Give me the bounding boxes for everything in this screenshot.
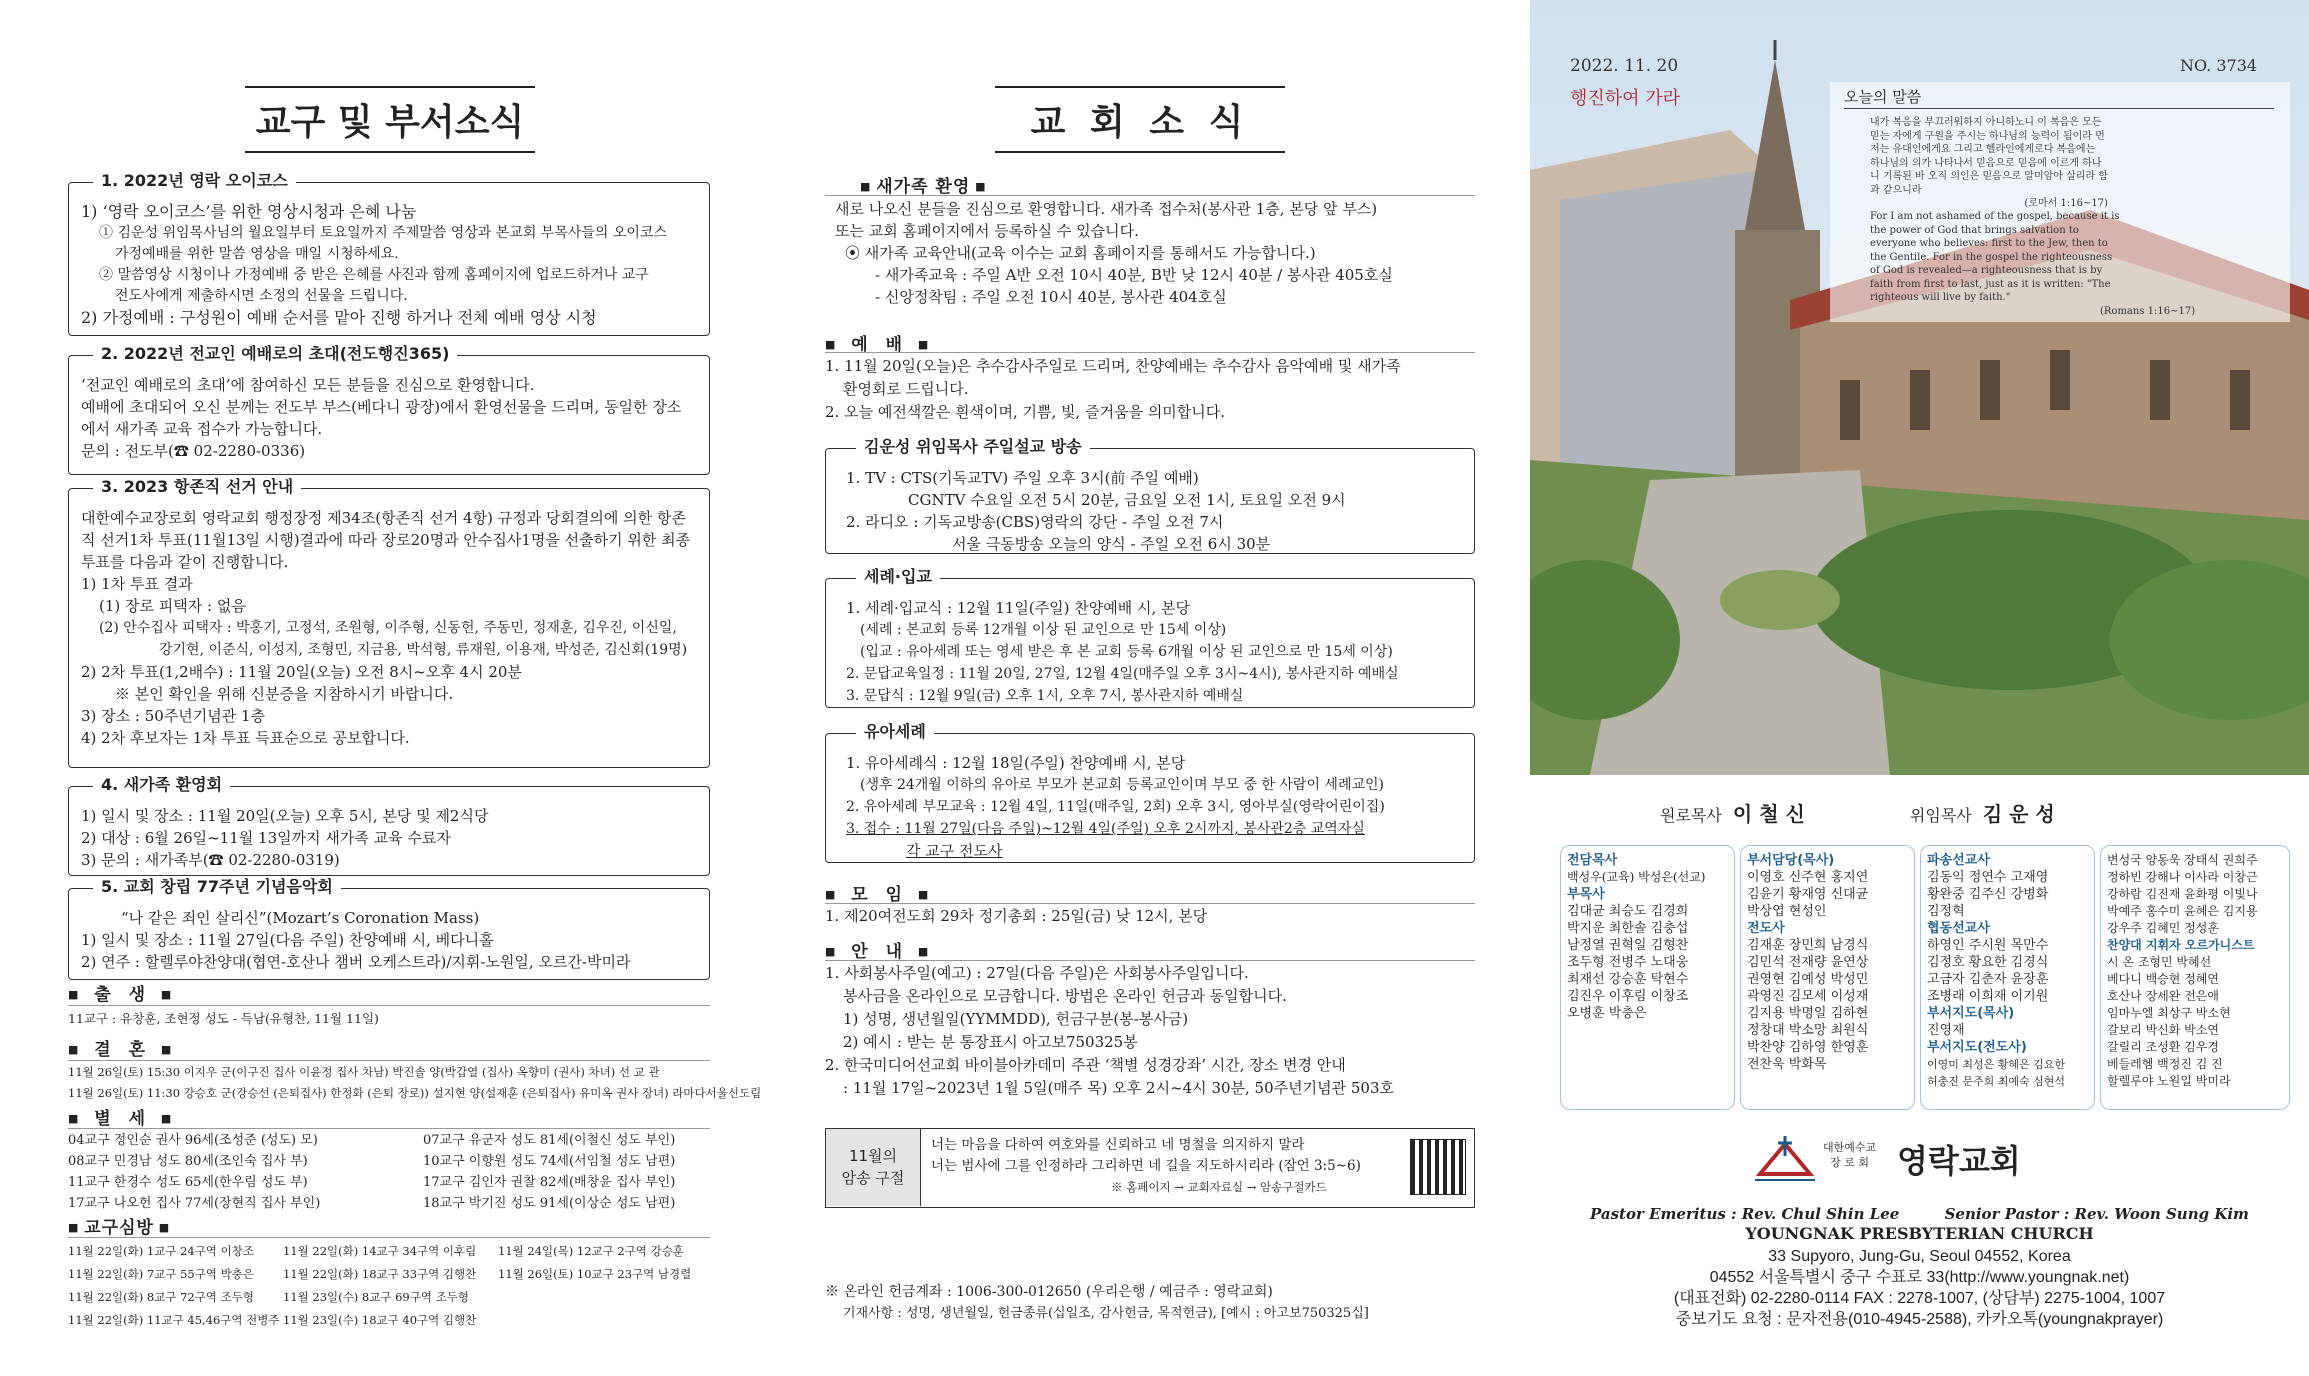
wedding-heading: ■ 결 혼 ■ — [68, 1035, 177, 1060]
text-line: ※ 홈페이지 → 교회자료실 → 암송구절카드 — [1111, 1180, 1327, 1194]
text-line: 강기현, 이준식, 이성지, 조형민, 지금용, 박석형, 류재원, 이용재, 박성준, 김신회(19명) — [159, 642, 688, 658]
section-heading: 2. 2022년 전교인 예배로의 초대(전도행진365) — [93, 343, 457, 365]
text-line: of God is revealed—a righteousness that is by — [1870, 265, 2103, 276]
logo-denomination — [1823, 1140, 1876, 1170]
text-line: faith from first to last, just as it is written: "The — [1870, 278, 2111, 290]
text-line: 1) ‘영락 오이코스’를 위한 영상시청과 은혜 나눔 — [81, 202, 417, 221]
address-line: 33 Supyoro, Jung-Gu, Seoul 04552, Korea — [1768, 1248, 2071, 1265]
divider — [825, 195, 1475, 196]
label-line: 암송 구절 — [841, 1169, 905, 1187]
emeritus-name: 이 철 신 — [1732, 802, 1805, 826]
cell: 11월 26일(토) 10교구 23구역 남경렬 — [498, 1267, 692, 1281]
text-line: 1. 제20여전도회 29차 정기총회 : 25일(금) 낮 12시, 본당 — [825, 907, 1208, 925]
text-line: ‘전교인 예배로의 초대’에 참여하신 모든 분들을 진심으로 환영합니다. — [81, 376, 535, 394]
table-row: 11월 26일(토) 15:30 이지우 군(이구진 집사 이윤정 집사 차남) 박진솔 양(박갑열 (집사) 옥향미 (권사) 차녀) 선 교 관 — [68, 1065, 660, 1079]
text-line: 가정예배를 위한 말씀 영상을 매일 시청하세요. — [115, 246, 399, 262]
death-table — [68, 1130, 675, 1214]
staff-line: 진영재 — [1927, 1023, 1965, 1038]
staff-line: 김정혁 — [1927, 904, 1965, 919]
cell: 11월 22일(화) 7교구 55구역 박충은 — [68, 1267, 254, 1281]
staff-line: 최재선 강승훈 탁현수 — [1567, 972, 1689, 987]
text-line: 환영회로 드립니다. — [843, 380, 969, 398]
text-line: (입교 : 유아세례 또는 영세 받은 후 본 교회 등록 6개월 이상 된 교인으로 만 15세 이상) — [860, 644, 1393, 660]
cell: 18교구 박기진 성도 91세(이상순 성도 남편) — [423, 1196, 676, 1211]
text-line: 1. 11월 20일(오늘)은 추수감사주일로 드리며, 찬양예배는 추수감사 음악예배 및 새가족 — [825, 357, 1401, 375]
staff-line: 황완중 김주신 강병화 — [1927, 887, 2049, 902]
staff-line: 강우주 김혜민 정성훈 — [2107, 921, 2219, 935]
table-row — [68, 1193, 675, 1214]
staff-heading: 파송선교사 — [1927, 853, 1990, 868]
table-row — [68, 1172, 675, 1193]
text-line: (Romans 1:16~17) — [2100, 305, 2196, 317]
text-line: ⦿ 새가족 교육안내(교육 이수는 교회 홈페이지를 통해서도 가능합니다.) — [845, 244, 1316, 262]
staff-line: 갈릴리 조성환 김우경 — [2107, 1040, 2219, 1054]
text-line: righteous will live by faith." — [1870, 292, 2011, 303]
middle-column — [770, 0, 1530, 1376]
staff-line: 강하람 김진재 윤화평 이빛나 — [2107, 887, 2258, 901]
staff-line: 오병훈 박충은 — [1567, 1006, 1647, 1021]
divider — [1844, 108, 2274, 109]
staff-line: 정창대 박소망 최원식 — [1747, 1023, 1869, 1038]
memory-verse-box — [825, 1128, 1475, 1208]
text-line: 문의 : 전도부(☎ 02-2280-0336) — [81, 442, 306, 460]
staff-line: 할렐루야 노원일 박미라 — [2107, 1074, 2231, 1088]
birth-heading: ■ 출 생 ■ — [68, 980, 177, 1005]
middle-title: 교 회 소 식 — [995, 86, 1285, 153]
visit-table — [68, 1240, 691, 1332]
section-heading: 5. 교회 창립 77주년 기념음악회 — [93, 876, 341, 898]
section-concert — [68, 877, 710, 980]
cell: 11월 22일(화) 18교구 33구역 김행찬 — [283, 1267, 477, 1281]
left-column — [0, 0, 770, 1376]
church-logo — [1755, 1130, 2075, 1190]
text-line: the Gentile. For in the gospel the righteousness — [1870, 251, 2113, 263]
text-line: 1) 일시 및 장소 : 11월 20일(오늘) 오후 5시, 본당 및 제2식당 — [81, 807, 489, 825]
staff-column-3 — [1920, 845, 2095, 1110]
text-line: 또는 교회 홈페이지에서 등록하실 수 있습니다. — [835, 222, 1139, 240]
word-heading: 오늘의 말씀 — [1844, 88, 1922, 106]
text-line: 내가 복음을 부끄러워하지 아니하노니 이 복음은 모든 — [1870, 117, 2102, 128]
text-line: 니 기록된 바 오직 의인은 믿음으로 말미암아 살리라 함 — [1870, 171, 2108, 182]
senior-name: 김 운 성 — [1982, 802, 2055, 826]
text-line: (생후 24개월 이하의 유아로 부모가 본교회 등록교인이며 부모 중 한 사람이 세례교인) — [860, 777, 1384, 793]
online-offering — [825, 1282, 1369, 1324]
cell: 10교구 이향원 성도 74세(서임철 성도 남편) — [423, 1154, 676, 1169]
text-line: ① 김운성 위임목사님의 월요일부터 토요일까지 주제말씀 영상과 본교회 부목사들의 오이코스 — [99, 225, 667, 241]
staff-column-2 — [1740, 845, 1915, 1110]
church-english: YOUNGNAK PRESBYTERIAN CHURCH — [1745, 1224, 2094, 1243]
divider — [68, 1128, 710, 1129]
staff-heading: 부목사 — [1567, 887, 1605, 902]
section-heading: 1. 2022년 영락 오이코스 — [93, 170, 296, 192]
text-line: 전도사에게 제출하시면 소정의 선물을 드립니다. — [115, 288, 408, 304]
death-heading: ■ 별 세 ■ — [68, 1104, 177, 1129]
issue-date: 2022. 11. 20 — [1570, 56, 1679, 76]
table-row — [68, 1286, 691, 1309]
cell: 11월 22일(화) 14교구 34구역 이후림 — [283, 1244, 477, 1258]
memory-verse-text — [931, 1135, 1361, 1198]
memory-verse-label — [826, 1129, 921, 1206]
staff-heading: 부서지도(전도사) — [1927, 1040, 2027, 1055]
text-line: 2) 대상 : 6월 26일~11월 13일까지 새가족 교육 수료자 — [81, 829, 451, 847]
cell: 11월 23일(수) 8교구 69구역 조두형 — [283, 1290, 469, 1304]
staff-column-1 — [1560, 845, 1735, 1110]
text-line: For I am not ashamed of the gospel, because it is — [1870, 211, 2120, 222]
table-row — [68, 1263, 691, 1286]
cell: 17교구 나오헌 집사 77세(장현직 집사 부인) — [68, 1196, 321, 1211]
text-line: 서울 극동방송 오늘의 양식 - 주일 오전 6시 30분 — [952, 535, 1271, 553]
staff-line: 김윤기 황재영 신대균 — [1747, 887, 1869, 902]
section-infant-baptism — [825, 722, 1475, 863]
section-heading: 유아세례 — [856, 721, 934, 743]
staff-line: 백성우(교육) 박성은(선교) — [1567, 870, 1706, 884]
text-line: 2) 예시 : 받는 분 통장표시 아고보750325봉 — [843, 1033, 1138, 1051]
church-address — [1530, 1246, 2309, 1330]
newfamily-heading: ■ 새가족 환영 ■ — [860, 172, 987, 197]
staff-line: 임마누엘 최상구 박소현 — [2107, 1006, 2231, 1020]
text-line: 믿는 자에게 구원을 주시는 하나님의 능력이 됨이라 먼 — [1870, 130, 2105, 142]
senior-english: Senior Pastor : Rev. Woon Sung Kim — [1944, 1205, 2249, 1223]
newfamily-text — [835, 198, 1393, 308]
cell: 11월 22일(화) 8교구 72구역 조두형 — [68, 1290, 254, 1304]
staff-line: 권영현 김예성 박성민 — [1747, 972, 1869, 987]
right-column — [1530, 0, 2309, 1376]
staff-line: 김정호 황요한 김경식 — [1927, 955, 2049, 970]
section-heading: 김운성 위임목사 주일설교 방송 — [856, 436, 1090, 458]
wedding-table — [68, 1062, 761, 1104]
staff-heading: 협동선교사 — [1927, 921, 1990, 936]
emeritus-english: Pastor Emeritus : Rev. Chul Shin Lee — [1590, 1205, 1900, 1223]
text-line: (2) 안수집사 피택자 : 박홍기, 고정석, 조원형, 이주형, 신동헌, 주동민, 정재훈, 김우진, 이신일, — [99, 620, 677, 636]
worship-heading: ■ 예 배 ■ — [825, 330, 934, 355]
church-logo-icon — [1755, 1134, 1815, 1184]
text-line: (1) 장로 피택자 : 없음 — [99, 597, 246, 615]
text-line: : 11월 17일~2023년 1월 5일(매주 목) 오후 2시~4시 30분, 50주년기념관 503호 — [843, 1079, 1394, 1097]
text-line: 3) 장소 : 50주년기념관 1층 — [81, 707, 266, 725]
text-line: 3) 문의 : 새가족부(☎ 02-2280-0319) — [81, 851, 340, 869]
meeting-heading: ■ 모 임 ■ — [825, 880, 934, 905]
staff-line: 김재훈 장민희 남경식 — [1747, 938, 1869, 953]
section-election — [68, 477, 710, 768]
text-line: ② 말씀영상 시청이나 가정예배 중 받은 은혜를 사진과 함께 홈페이지에 업로드하거나 교구 — [99, 267, 649, 283]
cell: 08교구 민경남 성도 80세(조인숙 집사 부) — [68, 1154, 308, 1169]
section-heading: 4. 새가족 환영회 — [93, 774, 230, 796]
staff-line: 김지용 박명일 김하현 — [1747, 1006, 1869, 1021]
staff-line: 김대균 최승도 김경희 — [1567, 904, 1689, 919]
divider — [825, 960, 1475, 961]
staff-line: 박지운 최한솔 김충섭 — [1567, 921, 1689, 936]
section-heading: 세례·입교 — [856, 566, 940, 588]
text-line: 1) 성명, 생년월일(YYMMDD), 헌금구분(봉-봉사금) — [843, 1010, 1189, 1028]
left-title: 교구 및 부서소식 — [245, 86, 535, 153]
cell: 11월 22일(화) 11교구 45,46구역 전병주 — [68, 1313, 280, 1327]
address-line[interactable]: 04552 서울특별시 중구 수표로 33(http://www.youngnak.net) — [1709, 1269, 2130, 1286]
text-line: - 새가족교육 : 주일 A반 오전 10시 40분, B반 낮 12시 40분 / 봉사관 405호실 — [875, 266, 1393, 284]
notice-heading: ■ 안 내 ■ — [825, 937, 934, 962]
table-row — [68, 1130, 675, 1151]
staff-line: 조두형 전병주 노대웅 — [1567, 955, 1689, 970]
text-line: (로마서 1:16~17) — [2024, 198, 2108, 209]
staff-column-4 — [2100, 845, 2290, 1110]
divider — [68, 1005, 710, 1006]
text-line: “나 같은 죄인 살리신”(Mozart’s Coronation Mass) — [121, 909, 480, 927]
text-line: 에서 새가족 교육 접수가 가능합니다. — [81, 420, 323, 438]
section-heading: 3. 2023 항존직 선거 안내 — [93, 476, 301, 498]
staff-line: 이영미 최성은 황혜은 김요한 — [1927, 1058, 2066, 1071]
staff-heading: 전도사 — [1747, 921, 1785, 936]
text-line: 투표를 다음과 같이 진행합니다. — [81, 553, 289, 571]
senior-label: 위임목사 — [1909, 806, 1972, 825]
pastors-line — [1660, 798, 2055, 827]
text-line: 기재사항 : 성명, 생년월일, 헌금종류(십일조, 감사헌금, 목적헌금), [예시 : 아고보750325십] — [843, 1306, 1369, 1321]
staff-line: 갈보리 박신화 박소연 — [2107, 1023, 2219, 1037]
table-row: 11월 26일(토) 11:30 강승호 군(강승선 (은퇴집사) 한정화 (은퇴 장로)) 설지현 양(설재훈 (은퇴집사) 유미옥 권사 장녀) 라마다서울신도림 — [68, 1086, 762, 1100]
word-panel — [1830, 82, 2290, 322]
staff-line: 박찬양 김하영 한영훈 — [1747, 1040, 1869, 1055]
text-line: 1) 1차 투표 결과 — [81, 575, 193, 593]
text-line: 직 선거1차 투표(11월13일 시행)결과에 따라 장로20명과 안수집사1명을 선출하기 위한 최종 — [81, 531, 691, 549]
cell: 17교구 김인자 권찰 82세(배창윤 집사 부인) — [423, 1175, 676, 1190]
address-line: 중보기도 요청 : 문자전용(010-4945-2588), 카카오톡(youngnakprayer) — [1675, 1311, 2164, 1328]
divider — [68, 1237, 710, 1238]
text-line: 대한예수교장로회 영락교회 행정장정 제34조(항존직 선거 4항) 규정과 당회결의에 의한 항존 — [81, 509, 686, 527]
staff-line: 고금자 김춘자 윤장훈 — [1927, 972, 2049, 987]
section-oikos — [68, 171, 710, 336]
text-line: 너는 범사에 그를 인정하라 그리하면 네 길을 지도하시리라 (잠언 3:5~6) — [931, 1158, 1361, 1174]
staff-line: 허충진 문주희 최예숙 심현석 — [1927, 1075, 2066, 1088]
staff-heading: 찬양대 지휘자 오르가니스트 — [2107, 938, 2255, 952]
staff-line: 호산나 장세완 전은애 — [2107, 989, 2219, 1003]
table-row — [68, 1240, 691, 1263]
word-korean — [1870, 116, 2108, 211]
text-line: 1) 일시 및 장소 : 11월 27일(다음 주일) 찬양예배 시, 베다니홀 — [81, 931, 494, 949]
staff-line: 베다니 백승현 정혜연 — [2107, 972, 2219, 986]
staff-line: 이영호 신주현 홍지연 — [1747, 870, 1869, 885]
text-line: the power of God that brings salvation to — [1870, 224, 2079, 236]
emeritus-label: 원로목사 — [1660, 806, 1722, 825]
cell: 11월 22일(화) 1교구 24구역 이창조 — [68, 1244, 254, 1258]
logo-text: 장 로 회 — [1830, 1156, 1869, 1169]
cell: 11월 23일(수) 18교구 40구역 김행찬 — [283, 1313, 477, 1327]
staff-line: 박예주 홍수미 윤혜은 김지용 — [2107, 904, 2258, 918]
visit-heading: ■ 교구심방 ■ — [68, 1213, 170, 1238]
staff-line: 김민석 전재량 윤연상 — [1747, 955, 1869, 970]
qr-code-icon[interactable] — [1410, 1139, 1466, 1195]
table-row — [68, 1151, 675, 1172]
text-line: 2. 오늘 예전색깔은 흰색이며, 기쁨, 빛, 즐거움을 의미합니다. — [825, 403, 1226, 421]
section-baptism — [825, 567, 1475, 708]
staff-line: 남정열 권혁일 김형찬 — [1567, 938, 1689, 953]
section-invite — [68, 344, 710, 475]
issue-number: NO. 3734 — [2180, 56, 2258, 75]
address-line: (대표전화) 02-2280-0114 FAX : 2278-1007, (상담부) 2275-1004, 1007 — [1673, 1290, 2166, 1307]
staff-line: 김동익 정연수 고재영 — [1927, 870, 2049, 885]
text-line: ※ 본인 확인을 위해 신분증을 지참하시기 바랍니다. — [115, 685, 454, 703]
text-line: 각 교구 전도사 — [906, 842, 1003, 860]
text-line: 너는 마음을 다하여 여호와를 신뢰하고 네 명철을 의지하지 말라 — [931, 1137, 1305, 1153]
divider — [825, 352, 1475, 353]
label-line: 11월의 — [848, 1147, 898, 1165]
staff-line: 곽영진 김모세 이성재 — [1747, 989, 1869, 1004]
text-line: 1. 사회봉사주일(예고) : 27일(다음 주일)은 사회봉사주일입니다. — [825, 964, 1249, 982]
text-line: 새로 나오신 분들을 진심으로 환영합니다. 새가족 접수처(봉사관 1층, 본당 앞 부스) — [835, 200, 1378, 218]
section-newfamily-welcome — [68, 775, 710, 876]
staff-line: 김진우 이후림 이창조 — [1567, 989, 1689, 1004]
staff-line: 베들레헴 백정진 김 진 — [2107, 1057, 2223, 1071]
section-broadcast — [825, 437, 1475, 554]
cell: 04교구 정인순 권사 96세(조성준 (성도) 모) — [68, 1133, 318, 1148]
worship-text — [825, 355, 1401, 424]
text-line: 4) 2차 후보자는 1차 투표 득표순으로 공보합니다. — [81, 729, 410, 747]
text-line: 2) 2차 투표(1,2배수) : 11월 20일(오늘) 오전 8시~오후 4시 20분 — [81, 663, 522, 681]
text-line: 봉사금을 온라인으로 모금합니다. 방법은 온라인 헌금과 동일합니다. — [843, 987, 1287, 1005]
divider — [68, 1060, 710, 1061]
text-line: CGNTV 수요일 오전 5시 20분, 금요일 오전 1시, 토요일 오전 9시 — [908, 491, 1346, 509]
cell: 07교구 유군자 성도 81세(이철신 성도 부인) — [423, 1133, 676, 1148]
word-english — [1870, 210, 2195, 318]
divider — [825, 903, 1475, 904]
staff-heading: 부서지도(목사) — [1927, 1006, 2015, 1021]
text-line: 저는 유대인에게요 그리고 헬라인에게로다 복음에는 — [1870, 144, 2096, 155]
text-line: 하나님의 의가 나타나서 믿음으로 믿음에 이르게 하나 — [1870, 157, 2102, 169]
text-line: - 신앙정착팀 : 주일 오전 10시 40분, 봉사관 404호실 — [875, 288, 1227, 306]
text-line: 2. 문답교육일정 : 11월 20일, 27일, 12월 4일(매주일 오후 3시~4시), 봉사관지하 예배실 — [846, 666, 1399, 682]
staff-line: 전찬욱 박화목 — [1747, 1057, 1827, 1072]
staff-line: 정하빈 강해나 이사라 이창근 — [2107, 870, 2258, 884]
staff-heading: 전담목사 — [1567, 853, 1618, 868]
notice-text — [825, 962, 1394, 1100]
text-line: 과 같으니라 — [1870, 184, 1922, 196]
text-line: ※ 온라인 헌금계좌 : 1006-300-012650 (우리은행 / 예금주 : 영락교회) — [825, 1284, 1273, 1300]
text-line: everyone who believes: first to the Jew, then to — [1870, 238, 2108, 249]
birth-text: 11교구 : 유창훈, 조현정 성도 - 득남(유형찬, 11월 11일) — [68, 1011, 379, 1026]
text-line: 1. 유아세례식 : 12월 18일(주일) 찬양예배 시, 본당 — [846, 754, 1186, 772]
staff-heading: 부서담당(목사) — [1747, 853, 1835, 868]
text-line: 예배에 초대되어 오신 분께는 전도부 부스(베다니 광장)에서 환영선물을 드리며, 동일한 장소 — [81, 398, 682, 416]
text-line: 2. 한국미디어선교회 바이블아카데미 주관 ‘책별 성경강좌’ 시간, 장소 변경 안내 — [825, 1056, 1346, 1074]
church-name: 영락교회 — [1897, 1142, 2021, 1180]
cell: 11교구 한경수 성도 65세(한우림 성도 부) — [68, 1175, 308, 1190]
pastors-english — [1590, 1205, 2249, 1223]
staff-line: 조병래 이희재 이기원 — [1927, 989, 2049, 1004]
staff-line: 변성국 양동욱 장태식 권희주 — [2107, 853, 2258, 867]
meeting-text — [825, 905, 1207, 928]
text-line: 2. 라디오 : 기독교방송(CBS)영락의 강단 - 주일 오전 7시 — [846, 513, 1224, 531]
theme-title: 행진하여 가라 — [1570, 88, 1681, 109]
text-line: 2. 유아세례 부모교육 : 12월 4일, 11일(매주일, 2회) 오후 3시, 영아부실(영락어린이집) — [846, 799, 1385, 815]
table-row — [68, 1309, 691, 1332]
text-line: 3. 접수 : 11월 27일(다음 주일)~12월 4일(주일) 오후 2시까지, 봉사관2층 교역자실 — [846, 821, 1365, 837]
cell: 11월 24일(목) 12교구 2구역 강승훈 — [498, 1244, 684, 1258]
text-line: 2) 연주 : 할렐루야찬양대(협연-호산나 챔버 오케스트라)/지휘-노원일, 오르간-박미라 — [81, 953, 631, 971]
staff-line: 하영인 주시원 목만수 — [1927, 938, 2049, 953]
staff-line: 박상엽 현성인 — [1747, 904, 1827, 919]
staff-line: 시 온 조형민 박혜선 — [2107, 955, 2212, 969]
text-line: 2) 가정예배 : 구성원이 예배 순서를 맡아 진행 하거나 전체 예배 영상 시청 — [81, 308, 597, 327]
logo-text: 대한예수교 — [1823, 1141, 1877, 1154]
text-line: 3. 문답식 : 12월 9일(금) 오후 1시, 오후 7시, 봉사관지하 예배실 — [846, 688, 1244, 704]
text-line: 1. 세례·입교식 : 12월 11일(주일) 찬양예배 시, 본당 — [846, 599, 1190, 617]
text-line: (세례 : 본교회 등록 12개월 이상 된 교인으로 만 15세 이상) — [860, 622, 1227, 638]
text-line: 1. TV : CTS(기독교TV) 주일 오후 3시(前 주일 예배) — [846, 469, 1199, 487]
